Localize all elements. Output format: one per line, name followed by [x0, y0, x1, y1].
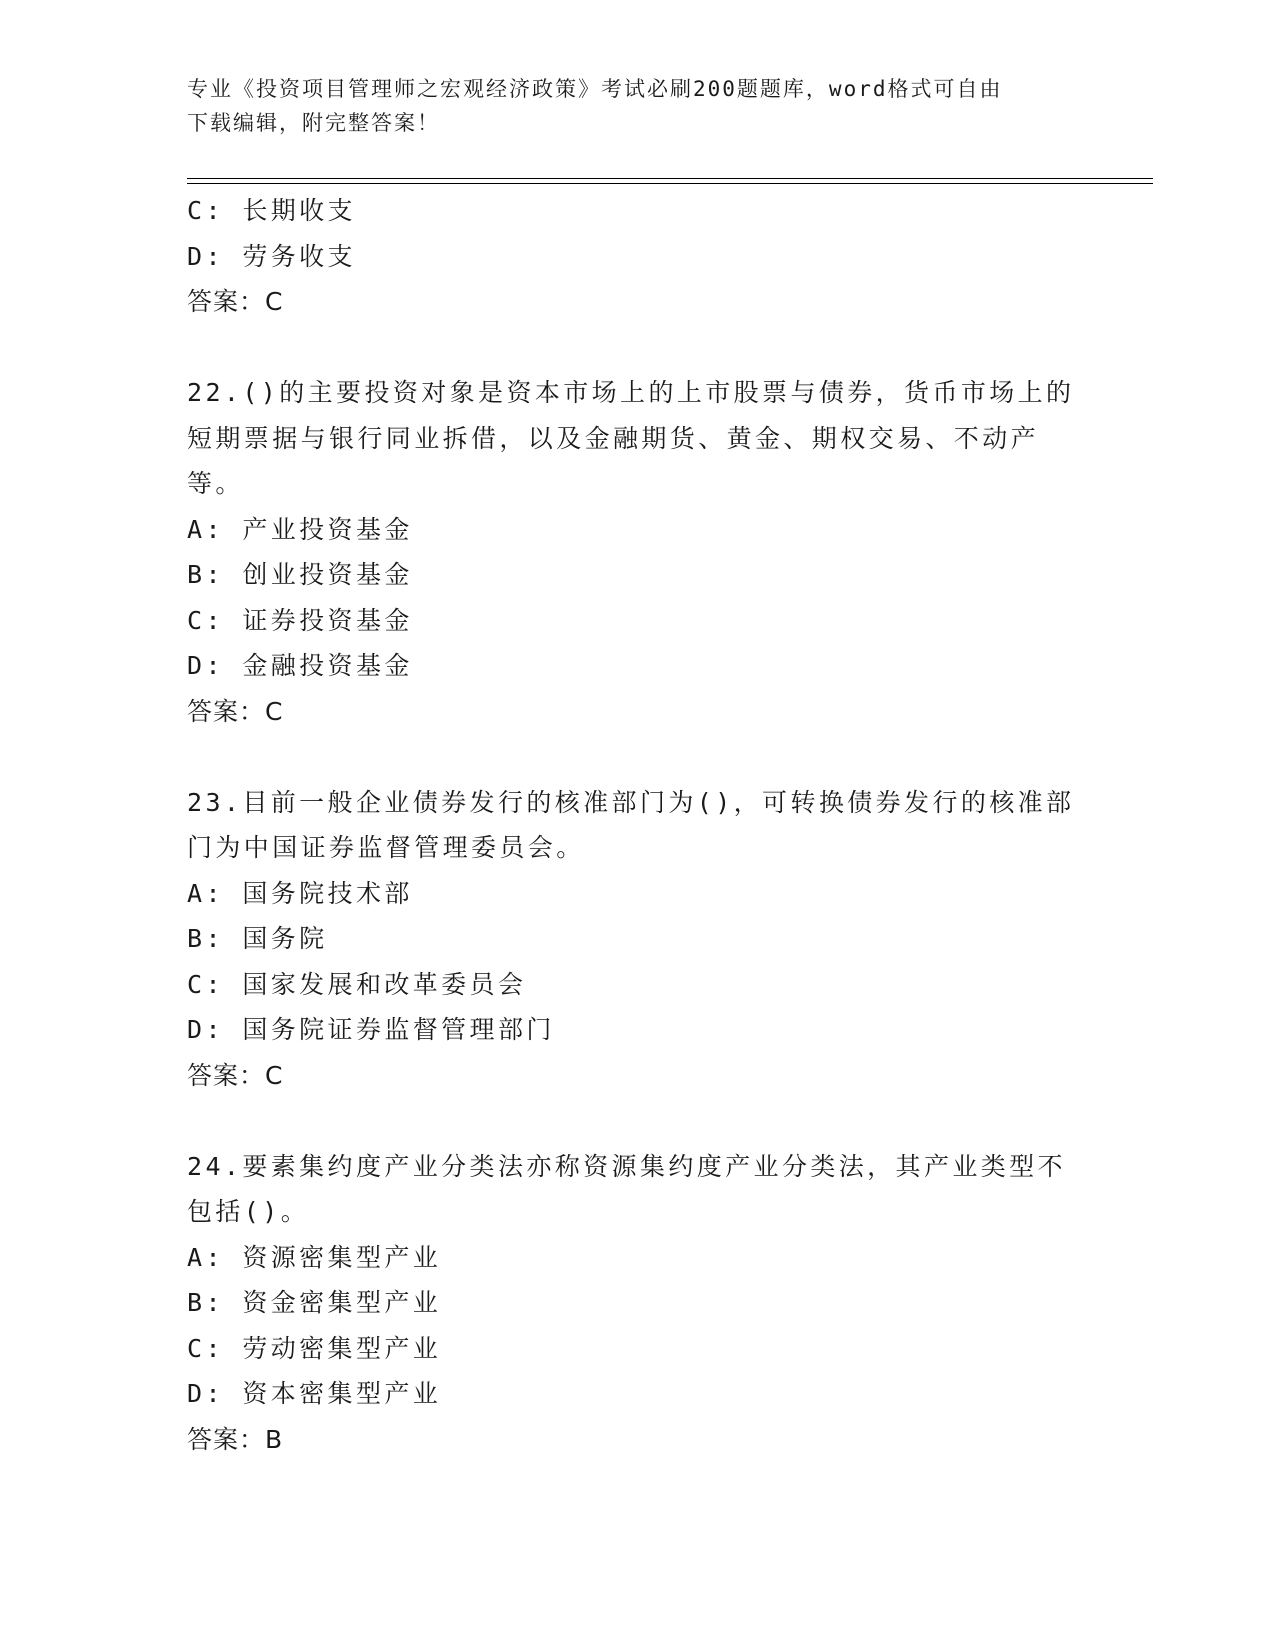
header-line-1: 专业《投资项目管理师之宏观经济政策》考试必刷200题题库，word格式可自由 — [187, 77, 1003, 101]
option-b: B: 创业投资基金 — [187, 560, 413, 589]
spacer — [187, 734, 1087, 780]
option-b: B: 国务院 — [187, 924, 328, 953]
header-line-2: 下载编辑，附完整答案！ — [187, 111, 440, 135]
option-a: A: 国务院技术部 — [187, 878, 413, 908]
question-stem-line: 等。 — [187, 469, 244, 498]
question-stem-line: 短期票据与银行同业拆借，以及金融期货、黄金、期权交易、不动产 — [187, 423, 1040, 453]
option-a: A: 资源密集型产业 — [187, 1242, 442, 1272]
option-d: D: 劳务收支 — [187, 241, 356, 271]
option-b: B: 资金密集型产业 — [187, 1288, 442, 1317]
answer-line: 答案：B — [187, 1424, 284, 1454]
option-d: D: 资本密集型产业 — [187, 1379, 442, 1408]
answer-line: 答案：C — [187, 287, 284, 316]
spacer — [187, 1098, 1087, 1144]
answer-line: 答案：C — [187, 1060, 284, 1090]
question-23 — [187, 780, 1087, 1099]
continued-question — [187, 188, 1087, 325]
option-d: D: 国务院证券监督管理部门 — [187, 1015, 555, 1044]
question-stem-line: 包括()。 — [187, 1197, 310, 1226]
header-rule-top — [187, 178, 1153, 179]
spacer — [187, 325, 1087, 371]
option-c: C: 国家发展和改革委员会 — [187, 969, 527, 999]
answer-line: 答案：C — [187, 696, 284, 726]
question-24 — [187, 1144, 1087, 1463]
option-c: C: 劳动密集型产业 — [187, 1333, 442, 1363]
option-c: C: 长期收支 — [187, 196, 356, 225]
question-stem-line: 门为中国证券监督管理委员会。 — [187, 833, 585, 862]
document-body — [187, 188, 1087, 1462]
option-a: A: 产业投资基金 — [187, 514, 413, 544]
question-stem-line: 22.()的主要投资对象是资本市场上的上市股票与债券，货币市场上的 — [187, 378, 1075, 407]
header-rule-bottom — [187, 183, 1153, 184]
question-22 — [187, 370, 1087, 734]
question-stem-line: 24.要素集约度产业分类法亦称资源集约度产业分类法，其产业类型不 — [187, 1151, 1066, 1181]
question-stem-line: 23.目前一般企业债券发行的核准部门为()，可转换债券发行的核准部 — [187, 787, 1075, 817]
document-header — [187, 72, 1087, 140]
option-c: C: 证券投资基金 — [187, 605, 413, 635]
option-d: D: 金融投资基金 — [187, 651, 413, 680]
